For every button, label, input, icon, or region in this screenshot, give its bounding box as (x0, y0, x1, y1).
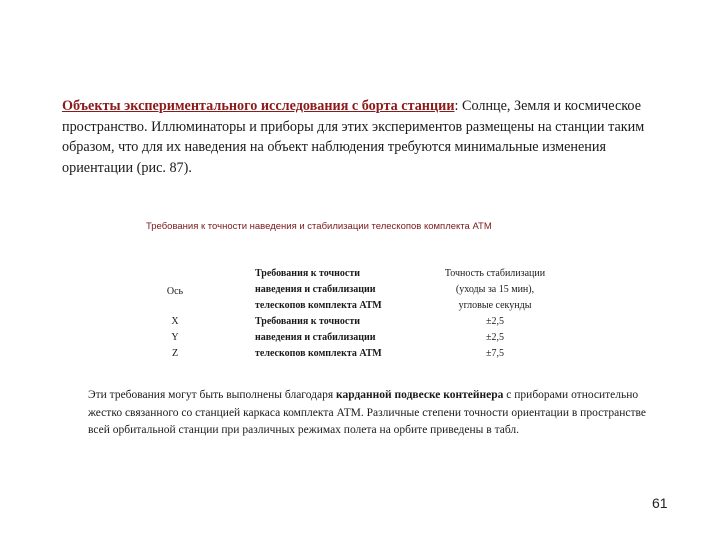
axis-column (150, 284, 200, 362)
accuracy-column (420, 266, 570, 362)
requirement-line: Требования к точности (255, 316, 361, 327)
intro-text: : Солнце, Земля и космическое пространство. Иллюминаторы и приборы для этих экспериментов размещены на станции таким образом, что для их наведения на объект наблюдения требуются минимальные изменения ориентации (рис. 87). (62, 98, 645, 176)
axis-x: X (171, 316, 179, 327)
accuracy-header-line: угловые секунды (458, 300, 532, 311)
outro-text-after: с приборами относительно жестко связанного со станцией каркаса комплекта АТМ. Различные степени точности ориентации в пространстве всей орбитальной станции при различных режимах полета на орбите приведены в табл. (88, 389, 646, 436)
page-number: 61 (652, 495, 668, 511)
requirements-column (255, 266, 430, 362)
accuracy-header-line: (уходы за 15 мин), (455, 284, 535, 295)
intro-paragraph (62, 96, 662, 178)
intro-highlight: Объекты экспериментального исследования с борта станции (62, 98, 455, 114)
requirement-line: Требования к точности (255, 268, 361, 279)
requirement-line: телескопов комплекта АТМ (255, 300, 382, 311)
accuracy-header-line: Точность стабилизации (444, 268, 546, 279)
axis-z: Z (171, 348, 179, 359)
accuracy-value-x: ±2,5 (486, 316, 504, 327)
outro-text-before: Эти требования могут быть выполнены благодаря (88, 389, 337, 401)
requirement-line: телескопов комплекта АТМ (255, 348, 382, 359)
requirement-line: наведения и стабилизации (255, 332, 376, 343)
table-title: Требования к точности наведения и стабилизации телескопов комплекта АТМ (146, 221, 492, 232)
axis-y: Y (171, 332, 179, 343)
requirement-line: наведения и стабилизации (255, 284, 376, 295)
outro-bold-term: карданной подвеске контейнера (336, 389, 504, 401)
accuracy-value-y: ±2,5 (486, 332, 504, 343)
accuracy-value-z: ±7,5 (486, 348, 504, 359)
axis-header: Ось (166, 286, 184, 297)
outro-paragraph (88, 387, 660, 440)
